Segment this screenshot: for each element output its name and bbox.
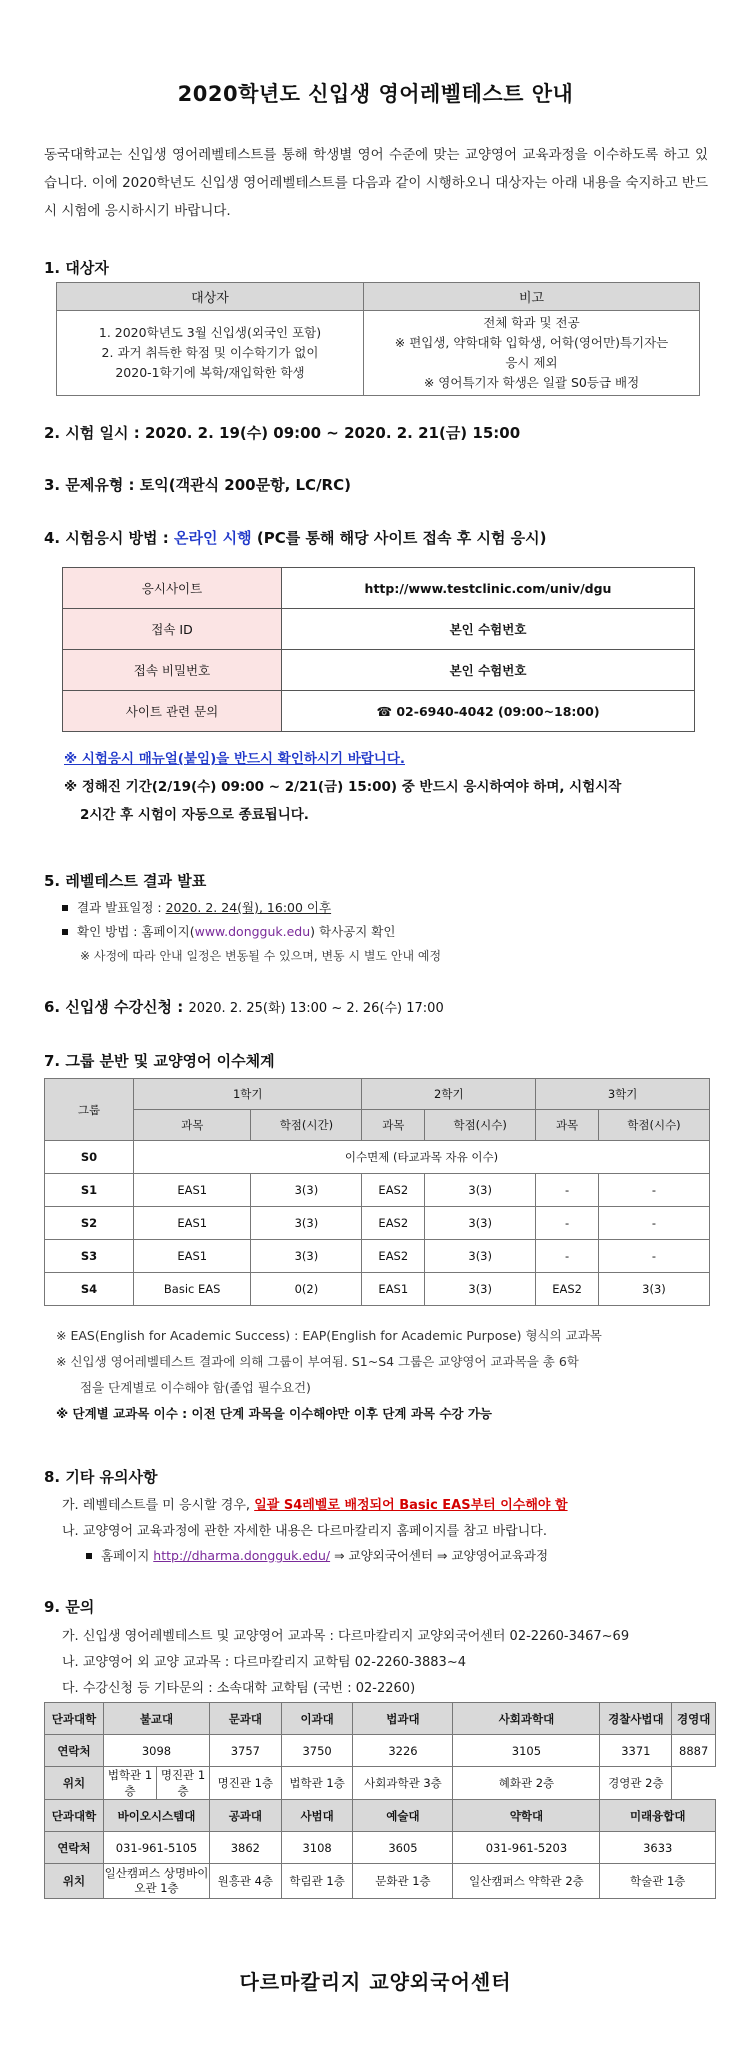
college-name: 사범대 (281, 1800, 353, 1832)
section-2-heading: 2. 시험 일시 : 2020. 2. 19(수) 09:00 ~ 2020. 2. 21(금) 15:00 (44, 424, 521, 442)
table-row (45, 1240, 710, 1273)
tel-cell: 3098 (104, 1735, 210, 1767)
exam-period-notice (64, 773, 712, 829)
remark-col-header: 비고 (364, 283, 700, 311)
section-4-heading-post: (PC를 통해 해당 사이트 접속 후 시험 응시) (251, 529, 547, 547)
college-name: 경영대 (672, 1703, 716, 1735)
page-title: 2020학년도 신입생 영어레벨테스트 안내 (177, 82, 574, 106)
s0-exemption-cell: 이수면제 (타교과목 자유 이수) (134, 1141, 710, 1174)
target-table (56, 282, 700, 396)
contact-c: 다. 수강신청 등 기타문의 : 소속대학 교학팀 (국번 : 02-2260) (62, 1681, 416, 1696)
tel-cell: 3108 (281, 1832, 353, 1864)
sub-header: 학점(시간) (251, 1110, 362, 1141)
loc-cell: 명진관 1층 (210, 1767, 282, 1800)
curriculum-note: 점을 단계별로 이수해야 함(졸업 필수요건) (80, 1380, 311, 1395)
college-name: 이과대 (281, 1703, 353, 1735)
notice-a-pre: 가. 레벨테스트를 미 응시할 경우, (62, 1498, 255, 1513)
loc-cell: 문화관 1층 (353, 1864, 453, 1899)
homepage-post: ⇒ 교양외국어센터 ⇒ 교양영어교육과정 (330, 1548, 549, 1563)
course-cell: EAS2 (536, 1273, 599, 1306)
remark-cell (364, 311, 700, 396)
contact-a: 가. 신입생 영어레벨테스트 및 교양영어 교과목 : 다르마칼리지 교양외국어센터 02-2260-3467~69 (62, 1629, 630, 1644)
loc-cell: 법학관 1층 (104, 1767, 157, 1800)
exam-access-table (62, 567, 695, 732)
credit-cell: 3(3) (251, 1207, 362, 1240)
notice-a-warning: 일괄 S4레벨로 배정되어 Basic EAS부터 이수해야 함 (254, 1498, 568, 1513)
tel-cell: 3862 (210, 1832, 282, 1864)
college-name: 경찰사법대 (600, 1703, 672, 1735)
result-check-item (62, 922, 395, 940)
loc-cell: 사회과학관 3층 (353, 1767, 453, 1800)
college-name: 법과대 (353, 1703, 453, 1735)
course-cell: EAS2 (362, 1240, 425, 1273)
sub-header: 과목 (362, 1110, 425, 1141)
access-key: 응시사이트 (63, 568, 282, 609)
tel-cell: 031-961-5105 (104, 1832, 210, 1864)
contact-b: 나. 교양영어 외 교양 교과목 : 다르마칼리지 교학팀 02-2260-3883~4 (62, 1655, 466, 1670)
tel-label: 연락처 (45, 1832, 104, 1864)
loc-cell: 학술관 1층 (600, 1864, 716, 1899)
loc-cell: 명진관 1층 (157, 1767, 210, 1800)
notice-b: 나. 교양영어 교육과정에 관한 자세한 내용은 다르마칼리지 홈페이지를 참고 바랍니다. (62, 1524, 547, 1539)
group-header: 그룹 (45, 1079, 134, 1141)
course-cell: - (536, 1240, 599, 1273)
schedule-change-note: ※ 사정에 따라 안내 일정은 변동될 수 있으며, 변동 시 별도 안내 예정 (80, 949, 442, 963)
sub-header: 학점(시수) (598, 1110, 709, 1141)
course-cell: - (536, 1174, 599, 1207)
curriculum-note: ※ EAS(English for Academic Success) : EAP(English for Academic Purpose) 형식의 교과목 (56, 1328, 602, 1343)
target-line: 2. 과거 취득한 학점 및 이수학기가 없이 (101, 345, 319, 360)
bullet-square-icon (62, 929, 68, 935)
tel-label: 연락처 (45, 1735, 104, 1767)
college-name: 예술대 (353, 1800, 453, 1832)
college-name: 사회과학대 (453, 1703, 600, 1735)
credit-cell: 3(3) (251, 1174, 362, 1207)
section-3-heading: 3. 문제유형 : 토익(객관식 200문항, LC/RC) (44, 476, 351, 494)
footer-organization: 다르마칼리지 교양외국어센터 (239, 1970, 512, 1994)
homepage-item (86, 1546, 548, 1564)
semester-header: 1학기 (134, 1079, 362, 1110)
remark-line: 응시 제외 (505, 355, 558, 370)
loc-cell: 경영관 2층 (600, 1767, 672, 1800)
credit-cell: - (598, 1240, 709, 1273)
section-6-label: 6. 신입생 수강신청 : (44, 998, 189, 1016)
credit-cell: 3(3) (425, 1207, 536, 1240)
table-row (45, 1273, 710, 1306)
tel-cell: 031-961-5203 (453, 1832, 600, 1864)
course-cell: EAS1 (134, 1174, 251, 1207)
section-9-heading: 9. 문의 (44, 1598, 95, 1616)
college-header: 단과대학 (45, 1800, 104, 1832)
dongguk-homepage-link[interactable]: www.dongguk.edu (194, 924, 311, 939)
target-line: 2020-1학기에 복학/재입학한 학생 (115, 365, 305, 380)
curriculum-table (44, 1078, 710, 1306)
semester-header: 3학기 (536, 1079, 710, 1110)
section-4-heading-accent: 온라인 시행 (173, 529, 252, 547)
curriculum-note-bold: ※ 단계별 교과목 이수 : 이전 단계 과목을 이수해야만 이후 단계 과목 수강 가능 (56, 1406, 492, 1421)
loc-cell: 원흥관 4층 (210, 1864, 282, 1899)
loc-cell: 일산캠퍼스 약학관 2층 (453, 1864, 600, 1899)
credit-cell: 3(3) (425, 1273, 536, 1306)
credit-cell: 3(3) (598, 1273, 709, 1306)
access-value: 본인 수험번호 (282, 609, 695, 650)
exam-site-link[interactable]: http://www.testclinic.com/univ/dgu (282, 568, 695, 609)
course-cell: EAS1 (134, 1240, 251, 1273)
loc-cell: 학림관 1층 (281, 1864, 353, 1899)
sub-header: 학점(시수) (425, 1110, 536, 1141)
bullet-square-icon (86, 1553, 92, 1559)
access-key: 사이트 관련 문의 (63, 691, 282, 732)
result-date-item (62, 898, 331, 916)
semester-header: 2학기 (362, 1079, 536, 1110)
tel-cell: 3750 (281, 1735, 353, 1767)
course-cell: EAS1 (362, 1273, 425, 1306)
table-row (45, 1207, 710, 1240)
loc-label: 위치 (45, 1864, 104, 1899)
group-label: S0 (45, 1141, 134, 1174)
college-name: 공과대 (210, 1800, 282, 1832)
loc-label: 위치 (45, 1767, 104, 1800)
dharma-homepage-link[interactable]: http://dharma.dongguk.edu/ (153, 1548, 331, 1563)
exam-period-line: ※ 정해진 기간(2/19(수) 09:00 ~ 2/21(금) 15:00) 중 반드시 응시하여야 하며, 시험시작 (64, 779, 622, 795)
course-cell: Basic EAS (134, 1273, 251, 1306)
tel-cell: 3605 (353, 1832, 453, 1864)
section-7-heading: 7. 그룹 분반 및 교양영어 이수체계 (44, 1052, 275, 1070)
notice-a (62, 1494, 568, 1513)
exam-period-line: 2시간 후 시험이 자동으로 종료됩니다. (80, 807, 309, 823)
credit-cell: - (598, 1174, 709, 1207)
section-4-heading (44, 527, 547, 548)
college-name: 불교대 (104, 1703, 210, 1735)
result-date-label: 결과 발표일정 : (77, 900, 166, 915)
credit-cell: 0(2) (251, 1273, 362, 1306)
group-label: S2 (45, 1207, 134, 1240)
section-1-heading: 1. 대상자 (44, 259, 109, 277)
curriculum-note: ※ 신입생 영어레벨테스트 결과에 의해 그룹이 부여됨. S1~S4 그룹은 교양영어 교과목을 총 6학 (56, 1354, 579, 1369)
college-name: 미래융합대 (600, 1800, 716, 1832)
loc-cell: 일산캠퍼스 상명바이오관 1층 (104, 1864, 210, 1899)
result-check-pre: 확인 방법 : 홈페이지( (77, 924, 195, 939)
intro-paragraph: 동국대학교는 신입생 영어레벨테스트를 통해 학생별 영어 수준에 맞는 교양영어 교육과정을 이수하도록 하고 있습니다. 이에 2020학년도 신입생 영어레벨테스트를 다음과 같이 시행하오니 대상자는 아래 내용을 숙지하고 반드시 시험에 응시하시기 바랍니다. (44, 147, 708, 219)
credit-cell: 3(3) (425, 1240, 536, 1273)
access-value: 본인 수험번호 (282, 650, 695, 691)
result-date-value: 2020. 2. 24(월), 16:00 이후 (165, 900, 332, 915)
credit-cell: - (598, 1207, 709, 1240)
tel-cell: 3633 (600, 1832, 716, 1864)
sub-header: 과목 (536, 1110, 599, 1141)
remark-line: ※ 영어특기자 학생은 일괄 S0등급 배정 (423, 375, 640, 390)
college-contact-table (44, 1702, 716, 1899)
college-name: 문과대 (210, 1703, 282, 1735)
section-4-heading-pre: 4. 시험응시 방법 : (44, 529, 174, 547)
college-header: 단과대학 (45, 1703, 104, 1735)
access-key: 접속 ID (63, 609, 282, 650)
group-label: S1 (45, 1174, 134, 1207)
sub-header: 과목 (134, 1110, 251, 1141)
course-cell: - (536, 1207, 599, 1240)
section-5-heading: 5. 레벨테스트 결과 발표 (44, 872, 207, 890)
section-6-heading (44, 996, 444, 1017)
registration-period: 2020. 2. 25(화) 13:00 ~ 2. 26(수) 17:00 (188, 1001, 444, 1016)
curriculum-notes (56, 1323, 602, 1427)
course-cell: EAS2 (362, 1174, 425, 1207)
target-line: 1. 2020학년도 3월 신입생(외국인 포함) (98, 325, 322, 340)
bullet-square-icon (62, 905, 68, 911)
target-cell (57, 311, 364, 396)
tel-cell: 8887 (672, 1735, 716, 1767)
tel-cell: 3105 (453, 1735, 600, 1767)
credit-cell: 3(3) (251, 1240, 362, 1273)
tel-cell: 3371 (600, 1735, 672, 1767)
group-label: S4 (45, 1273, 134, 1306)
remark-line: 전체 학과 및 전공 (483, 315, 580, 330)
result-check-post: ) 학사공지 확인 (310, 924, 396, 939)
college-name: 약학대 (453, 1800, 600, 1832)
homepage-pre: 홈페이지 (101, 1548, 154, 1563)
college-name: 바이오시스템대 (104, 1800, 210, 1832)
table-row (45, 1174, 710, 1207)
target-col-header: 대상자 (57, 283, 364, 311)
tel-cell: 3757 (210, 1735, 282, 1767)
remark-line: ※ 편입생, 약학대학 입학생, 어학(영어만)특기자는 (394, 335, 669, 350)
access-key: 접속 비밀번호 (63, 650, 282, 691)
group-label: S3 (45, 1240, 134, 1273)
course-cell: EAS1 (134, 1207, 251, 1240)
tel-cell: 3226 (353, 1735, 453, 1767)
course-cell: EAS2 (362, 1207, 425, 1240)
loc-cell: 혜화관 2층 (453, 1767, 600, 1800)
credit-cell: 3(3) (425, 1174, 536, 1207)
section-8-heading: 8. 기타 유의사항 (44, 1468, 158, 1486)
manual-notice: ※ 시험응시 매뉴얼(붙임)을 반드시 확인하시기 바랍니다. (64, 751, 405, 767)
contact-value: ☎ 02-6940-4042 (09:00~18:00) (282, 691, 695, 732)
loc-cell: 법학관 1층 (281, 1767, 353, 1800)
